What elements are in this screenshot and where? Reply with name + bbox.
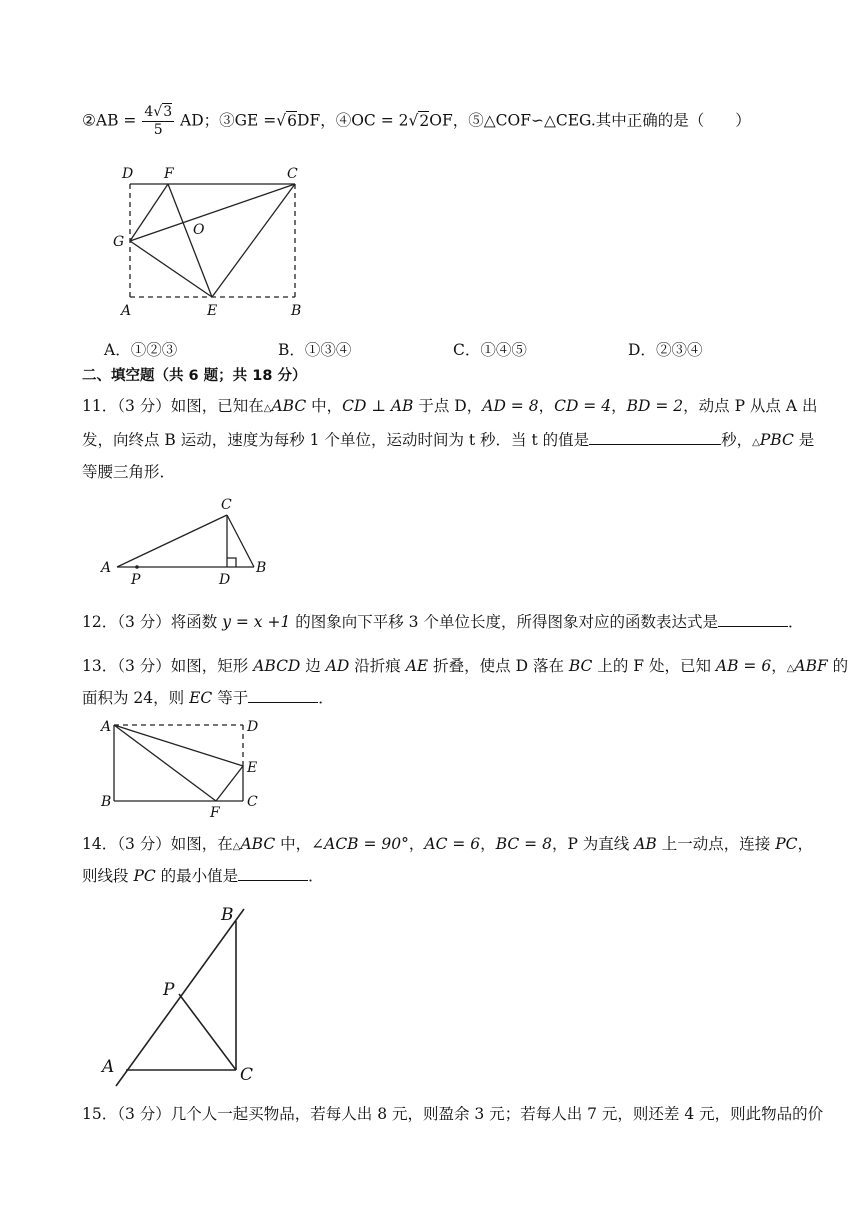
q10-fraction: $\frac{4√3}{5}$ [144, 104, 173, 138]
q10-label-g: G [113, 234, 125, 250]
q13-label-a: A [101, 719, 112, 735]
q10-stmt3-radicand: 6 [287, 111, 298, 130]
q14-label-a: A [102, 1057, 115, 1077]
q13-line1: 13．（3 分）如图，矩形 ABCD 边 AD 沿折痕 AE 折叠，使点 D 落在 BC 上的 F 处，已知 AB = 6，△ABF 的 [82, 657, 849, 675]
q10-label-f: F [164, 166, 174, 182]
q10-option-c[interactable]: C．①④⑤ [453, 341, 527, 359]
section-fill-in-title: 二、填空题（共 6 题；共 18 分） [82, 368, 307, 384]
q10-label-o: O [193, 222, 205, 238]
q11-label-a: A [101, 560, 112, 576]
q10-stmt2-end: AD；③GE = [180, 111, 277, 130]
q13-label-b: B [101, 794, 112, 810]
q11-label-b: B [256, 560, 267, 576]
q10-statements: ②AB = $\frac{4√3}{5}$ AD；③GE =√6DF，④OC = 2√2OF，⑤△COF∽△CEG.其中正确的是（ ） [82, 104, 751, 138]
q11-line3: 等腰三角形． [82, 463, 176, 481]
q15-line1: 15．（3 分）几个人一起买物品，若每人出 8 元，则盈余 3 元；若每人出 7 元，则还差 4 元，则此物品的价 [82, 1105, 824, 1123]
q10-stmt4-radicand: 2 [419, 111, 430, 130]
q10-option-d[interactable]: D．②③④ [628, 341, 703, 359]
q13-label-e: E [247, 760, 258, 776]
q11-label-d: D [219, 572, 231, 588]
q10-label-a: A [121, 303, 132, 319]
q10-label-b: B [291, 303, 302, 319]
q10-label-c: C [287, 166, 298, 182]
q10-option-b[interactable]: B．①③④ [278, 341, 352, 359]
q10-label-d: D [122, 166, 134, 182]
q14-line1: 14．（3 分）如图，在△ABC 中，∠ACB = 90°，AC = 6，BC = 8，P 为直线 AB 上一动点，连接 PC， [82, 835, 813, 853]
q14-label-c: C [240, 1065, 254, 1085]
q10-stmt4-end: OF，⑤△COF∽△CEG.其中正确的是（ ） [429, 111, 751, 130]
q14-label-b: B [221, 905, 234, 925]
q13-line2: 面积为 24，则 EC 等于 ． [82, 689, 334, 707]
q11-line1: 11．（3 分）如图，已知在△ABC 中，CD ⊥ AB 于点 D，AD = 8，CD = 4，BD = 2，动点 P 从点 A 出 [82, 397, 818, 415]
q11-label-p: P [131, 572, 141, 588]
q10-label-e: E [207, 303, 218, 319]
q10-stmt3-end: DF，④OC = 2 [297, 111, 409, 130]
q14-line2: 则线段 PC 的最小值是 ． [82, 867, 324, 885]
q11-label-c: C [221, 497, 232, 513]
q13-label-f: F [210, 805, 220, 821]
q10-option-a[interactable]: A．①②③ [104, 341, 178, 359]
q13-label-d: D [247, 719, 259, 735]
q12-line: 12．（3 分）将函数 y = x +1 的图象向下平移 3 个单位长度，所得图象对应的函数表达式是 ． [82, 613, 804, 631]
q10-stmt2-start: ②AB = [82, 111, 137, 130]
q11-line2: 发，向终点 B 运动，速度为每秒 1 个单位，运动时间为 t 秒．当 t 的值是 秒，△PBC 是 [82, 431, 815, 449]
q13-label-c: C [247, 794, 258, 810]
q14-label-p: P [163, 980, 175, 1000]
